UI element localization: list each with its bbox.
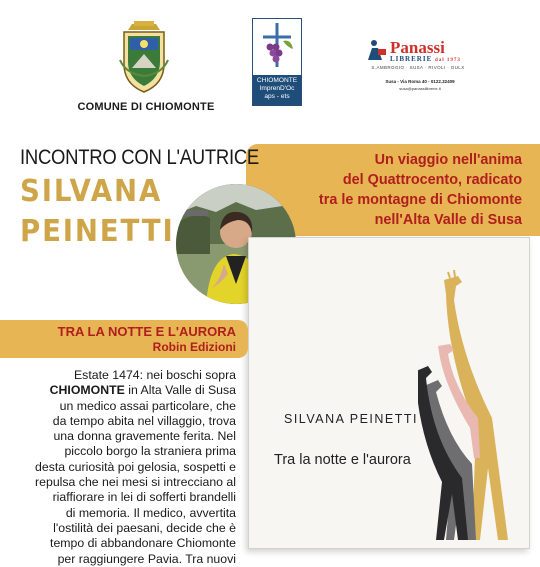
reader-figure-icon: [364, 38, 388, 62]
bookstore-name: Panassi: [390, 38, 445, 57]
synopsis-line: tempo di abbandonare Chiomonte: [50, 536, 236, 551]
badge-line: aps - ets: [264, 93, 290, 100]
synopsis-line: di memoria. Il medico, avvertita: [65, 505, 236, 520]
synopsis-line: riaffiorare in lei di sofferti brandelli: [52, 490, 236, 505]
panassi-bookstore-logo: [364, 38, 472, 92]
tagline-line: nell'Alta Valle di Susa: [374, 212, 522, 228]
bookstore-email: susa@panassilibrerie.it: [399, 86, 441, 91]
badge-line: ImprenD'Oc: [259, 85, 295, 92]
book-publisher: Robin Edizioni: [152, 340, 236, 354]
author-first-name: SILVANA: [20, 174, 163, 209]
synopsis-bold-word: CHIOMONTE: [49, 383, 125, 398]
giraffes-illustration: [418, 268, 528, 540]
cover-author: SILVANA PEINETTI: [284, 412, 418, 426]
synopsis-line: l'ostilità dei paesani, decide che è: [53, 520, 236, 535]
synopsis-line: piccolo borgo la straniera prima: [64, 444, 236, 459]
synopsis-line: un medico assai particolare, che: [59, 398, 236, 413]
badge-caption: [253, 75, 301, 105]
synopsis-line: [12, 383, 236, 398]
comune-label: COMUNE DI CHIOMONTE: [77, 101, 215, 113]
author-last-name: PEINETTI: [20, 214, 175, 249]
badge-line: CHIOMONTE: [256, 77, 298, 84]
event-heading: INCONTRO CON L'AUTRICE: [20, 146, 260, 169]
comune-crest-logo: [118, 20, 170, 94]
cover-title: Tra la notte e l'aurora: [274, 452, 411, 468]
bookstore-towns: S.AMBROGIO · SUSA · RIVOLI · OULX: [371, 65, 465, 70]
tagline-line: Un viaggio nell'anima: [374, 152, 522, 168]
book-synopsis: [12, 368, 236, 567]
synopsis-line: da tempo abita nel villaggio, trova: [52, 413, 236, 428]
book-title: TRA LA NOTTE E L'AURORA: [57, 324, 236, 339]
imprendoc-badge: [252, 18, 302, 106]
grape-cross-icon: [253, 19, 301, 75]
synopsis-line: per raggiungere Pavia. Tra nuovi: [57, 551, 236, 566]
synopsis-line-rest: in Alta Valle di Susa: [124, 383, 236, 398]
tagline-line: del Quattrocento, radicato: [342, 172, 522, 188]
bookstore-address: Susa - Via Roma 40 - 0122.32409: [385, 79, 455, 84]
synopsis-line: desta curiosità poi gelosia, sospetti e: [35, 459, 236, 474]
synopsis-line: una donna gravemente ferita. Nel: [53, 429, 236, 444]
bookstore-subtitle: LIBRERIE dal 1973: [390, 55, 461, 63]
synopsis-line: repulsa che nei mesi si intrecciano al: [35, 475, 236, 490]
tagline-line: tra le montagne di Chiomonte: [318, 192, 522, 208]
synopsis-line: Estate 1474: nei boschi sopra: [73, 368, 236, 382]
